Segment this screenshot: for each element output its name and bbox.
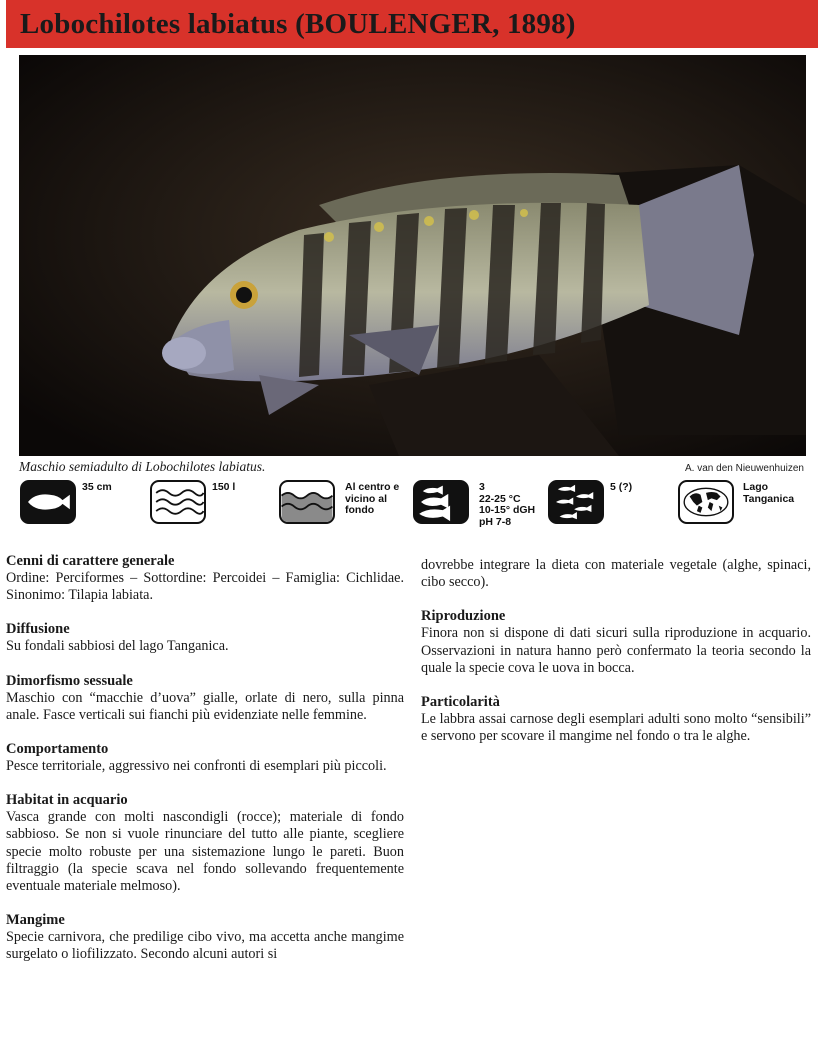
swimming-zone-label — [345, 482, 399, 517]
fish-group-icon — [548, 480, 604, 524]
fish-group-label: 5 (?) — [610, 481, 633, 493]
fish-illustration — [19, 55, 806, 456]
water-parameter-line: pH 7-8 — [479, 515, 512, 528]
fish-length-label: 35 cm — [82, 481, 112, 493]
page-title: Lobochilotes labiatus (BOULENGER, 1898) — [20, 7, 576, 40]
water-parameter-line: 10-15° dGH — [479, 504, 536, 516]
swimming-zone-icon — [279, 480, 335, 524]
swimming-zone-line: Al centro e — [345, 481, 400, 493]
section-dimorphism — [6, 673, 404, 724]
section-heading: Particolarità — [421, 694, 500, 711]
section-behaviour — [6, 741, 404, 775]
section-text: dovrebbe integrare la dieta con materiale vegetale (alghe, spinaci, cibo secco). — [421, 557, 811, 591]
water-parameter-line: 3 — [479, 481, 485, 493]
section-heading: Diffusione — [6, 621, 70, 638]
fish-length-icon — [20, 480, 76, 524]
section-reproduction — [421, 608, 811, 677]
section-text: Pesce territoriale, aggressivo nei confronti di esemplari più piccoli. — [6, 758, 387, 775]
section-text: Vasca grande con molti nascondigli (rocce); materiale di fondo sabbioso. Se non si vuole rinunciare del tutto alle piante, scegliere specie molto robuste per una sistemazione lungo le pareti. Buon filtraggio (la specie scava nel fondo sollevando frequentemente eventuale materiale melmoso). — [6, 809, 404, 895]
aquarium-volume-icon — [150, 480, 206, 524]
section-habitat — [6, 792, 404, 895]
text-column-right — [421, 557, 811, 762]
world-map-icon — [678, 480, 734, 524]
section-text: Su fondali sabbiosi del lago Tanganica. — [6, 638, 229, 655]
fish-photo — [19, 55, 806, 456]
section-text: Ordine: Perciformes – Sottordine: Percoidei – Famiglia: Cichlidae. Sinonimo: Tilapia labiata. — [6, 570, 404, 604]
section-food — [6, 912, 404, 963]
origin-line: Lago — [743, 481, 769, 493]
water-parameters-label — [479, 482, 535, 528]
water-parameters-icon — [413, 480, 469, 524]
section-heading: Comportamento — [6, 741, 109, 758]
text-column-left — [6, 553, 404, 981]
section-heading: Riproduzione — [421, 608, 506, 625]
swimming-zone-line: fondo — [345, 504, 375, 516]
photo-caption: Maschio semiadulto di Lobochilotes labiatus. — [19, 459, 266, 474]
section-text: Maschio con “macchie d’uova” gialle, orlate di nero, sulla pinna anale. Fasce verticali sui fianchi più evidenziate nelle femmine. — [6, 689, 404, 723]
origin-label — [743, 482, 794, 505]
section-food-continued — [421, 557, 811, 591]
aquarium-volume-label: 150 l — [212, 481, 236, 493]
section-heading: Dimorfismo sessuale — [6, 672, 133, 689]
section-text: Le labbra assai carnose degli esemplari adulti sono molto “sensibili” e servono per scovare il mangime nel fondo o tra le alghe. — [421, 711, 811, 745]
section-heading: Cenni di carattere generale — [6, 553, 175, 569]
section-heading: Mangime — [6, 912, 65, 929]
section-text: Finora non si dispone di dati sicuri sulla riproduzione in acquario. Osservazioni in natura hanno però confermato la teoria secondo la quale la specie cova le uova in bocca. — [421, 625, 811, 676]
section-distribution — [6, 621, 404, 655]
photo-credit: A. van den Nieuwenhuizen — [685, 463, 804, 474]
section-text: Specie carnivora, che predilige cibo vivo, ma accetta anche mangime surgelato o liofilizzato. Secondo alcuni autori si — [6, 929, 404, 963]
origin-line: Tanganica — [743, 492, 795, 505]
section-heading: Habitat in acquario — [6, 792, 128, 809]
section-notes — [421, 694, 811, 745]
swimming-zone-line: vicino al — [345, 492, 388, 505]
section-general — [6, 553, 404, 604]
water-parameter-line: 22-25 °C — [479, 492, 521, 505]
title-bar — [6, 0, 818, 48]
